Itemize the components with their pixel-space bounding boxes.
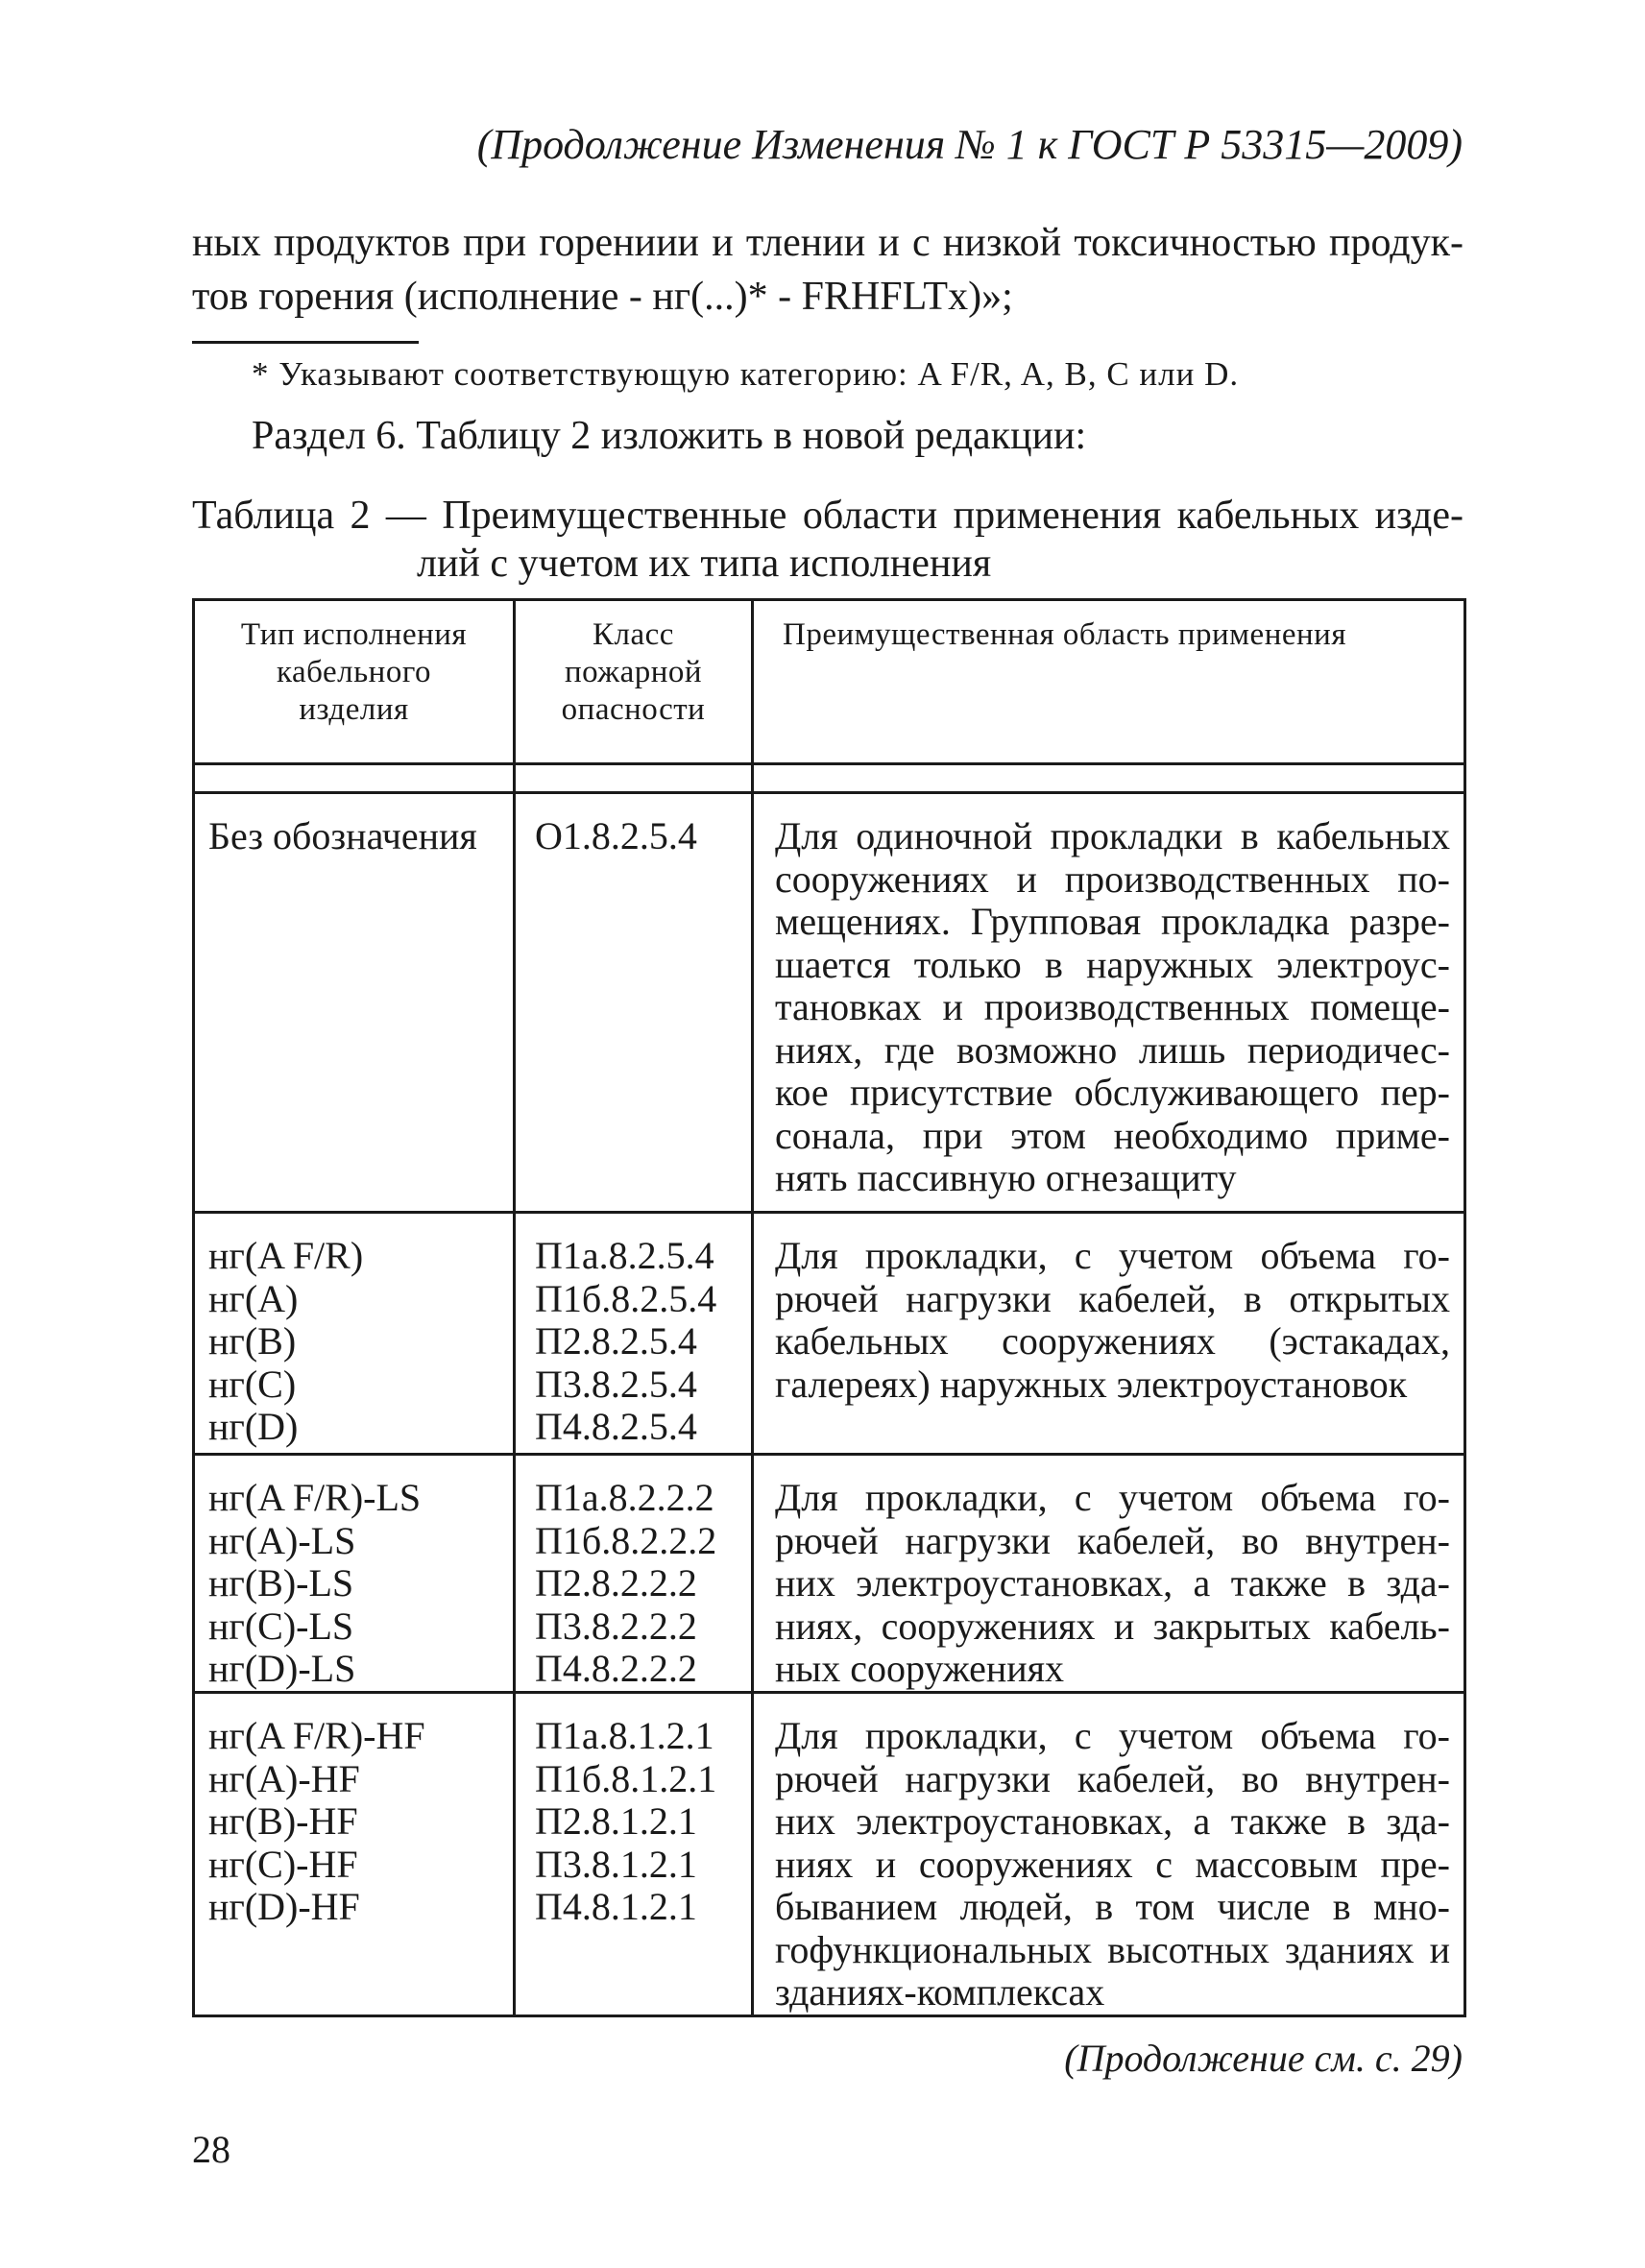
- table-row: [194, 1213, 1465, 1455]
- table-caption-line: Таблица 2 — Преимущественные области применения кабельных изде-: [192, 494, 1464, 538]
- footnote: * Указывают соответствующую категорию: A F/R, A, B, C или D.: [252, 355, 1240, 393]
- cell-application-area: Для одиночной прокладки в кабельных сооружениях и производственных по- мещениях. Групповая прокладка разре- шается только в наружных электроус- тановках и производственных помеще- ниях, где возможно лишь периодичес- кое присутствие обслуживающего пер- сонала, при этом необходимо приме- нять пассивную огнезащиту: [753, 793, 1465, 1213]
- footnote-rule: [192, 341, 419, 344]
- running-header: (Продолжение Изменения № 1 к ГОСТ Р 53315—2009): [476, 121, 1463, 168]
- intro-line: тов горения (исполнение - нг(...)* - FRHFLTx)»;: [192, 275, 1013, 319]
- table-row: [194, 1693, 1465, 2016]
- application-areas-table: [192, 598, 1466, 2017]
- cell-fire-class: П1а.8.2.5.4 П1б.8.2.5.4 П2.8.2.5.4 П3.8.2.5.4 П4.8.2.5.4: [515, 1213, 753, 1455]
- table-caption: [192, 492, 1464, 588]
- header-separator: [194, 764, 1465, 793]
- section-instruction: Раздел 6. Таблицу 2 изложить в новой редакции:: [252, 414, 1087, 458]
- intro-line: ных продуктов при горениии и тлении и с низкой токсичностью продук-: [192, 221, 1464, 265]
- table-header-row: [194, 600, 1465, 764]
- cell-cable-type: нг(A F/R)-HF нг(A)-HF нг(B)-HF нг(C)-HF нг(D)-HF: [194, 1693, 515, 2016]
- cell-cable-type: нг(A F/R)-LS нг(A)-LS нг(B)-LS нг(C)-LS нг(D)-LS: [194, 1455, 515, 1693]
- header-application-area: Преимущественная область применения: [753, 600, 1465, 764]
- cell-application-area: Для прокладки, с учетом объема го- рючей нагрузки кабелей, во внутрен- них электроустановках, а также в зда- ниях, сооружениях и закрытых кабель- ных сооружениях: [753, 1455, 1465, 1693]
- table-row: [194, 793, 1465, 1213]
- continuation-note: (Продолжение см. с. 29): [1064, 2037, 1463, 2080]
- cell-application-area: Для прокладки, с учетом объема го- рючей нагрузки кабелей, во внутрен- них электроустановках, а также в зда- ниях и сооружениях с массовым пре- быванием людей, в том числе в мно- гофункциональных высотных зданиях и зданиях-комплексах: [753, 1693, 1465, 2016]
- cell-application-area: Для прокладки, с учетом объема го- рючей нагрузки кабелей, в открытых кабельных сооружениях (эстакадах, галереях) наружных электроустановок: [753, 1213, 1465, 1455]
- page-number: 28: [192, 2128, 230, 2171]
- intro-paragraph: [192, 216, 1464, 324]
- header-fire-class: Класс пожарной опасности: [515, 600, 753, 764]
- table-caption-line: лий с учетом их типа исполнения: [417, 542, 992, 586]
- cell-cable-type: нг(A F/R) нг(A) нг(B) нг(C) нг(D): [194, 1213, 515, 1455]
- header-cable-type: Тип исполнения кабельного изделия: [194, 600, 515, 764]
- cell-fire-class: П1а.8.2.2.2 П1б.8.2.2.2 П2.8.2.2.2 П3.8.2.2.2 П4.8.2.2.2: [515, 1455, 753, 1693]
- cell-fire-class: П1а.8.1.2.1 П1б.8.1.2.1 П2.8.1.2.1 П3.8.1.2.1 П4.8.1.2.1: [515, 1693, 753, 2016]
- cell-fire-class: О1.8.2.5.4: [515, 793, 753, 1213]
- table-row: [194, 1455, 1465, 1693]
- cell-cable-type: Без обозначения: [194, 793, 515, 1213]
